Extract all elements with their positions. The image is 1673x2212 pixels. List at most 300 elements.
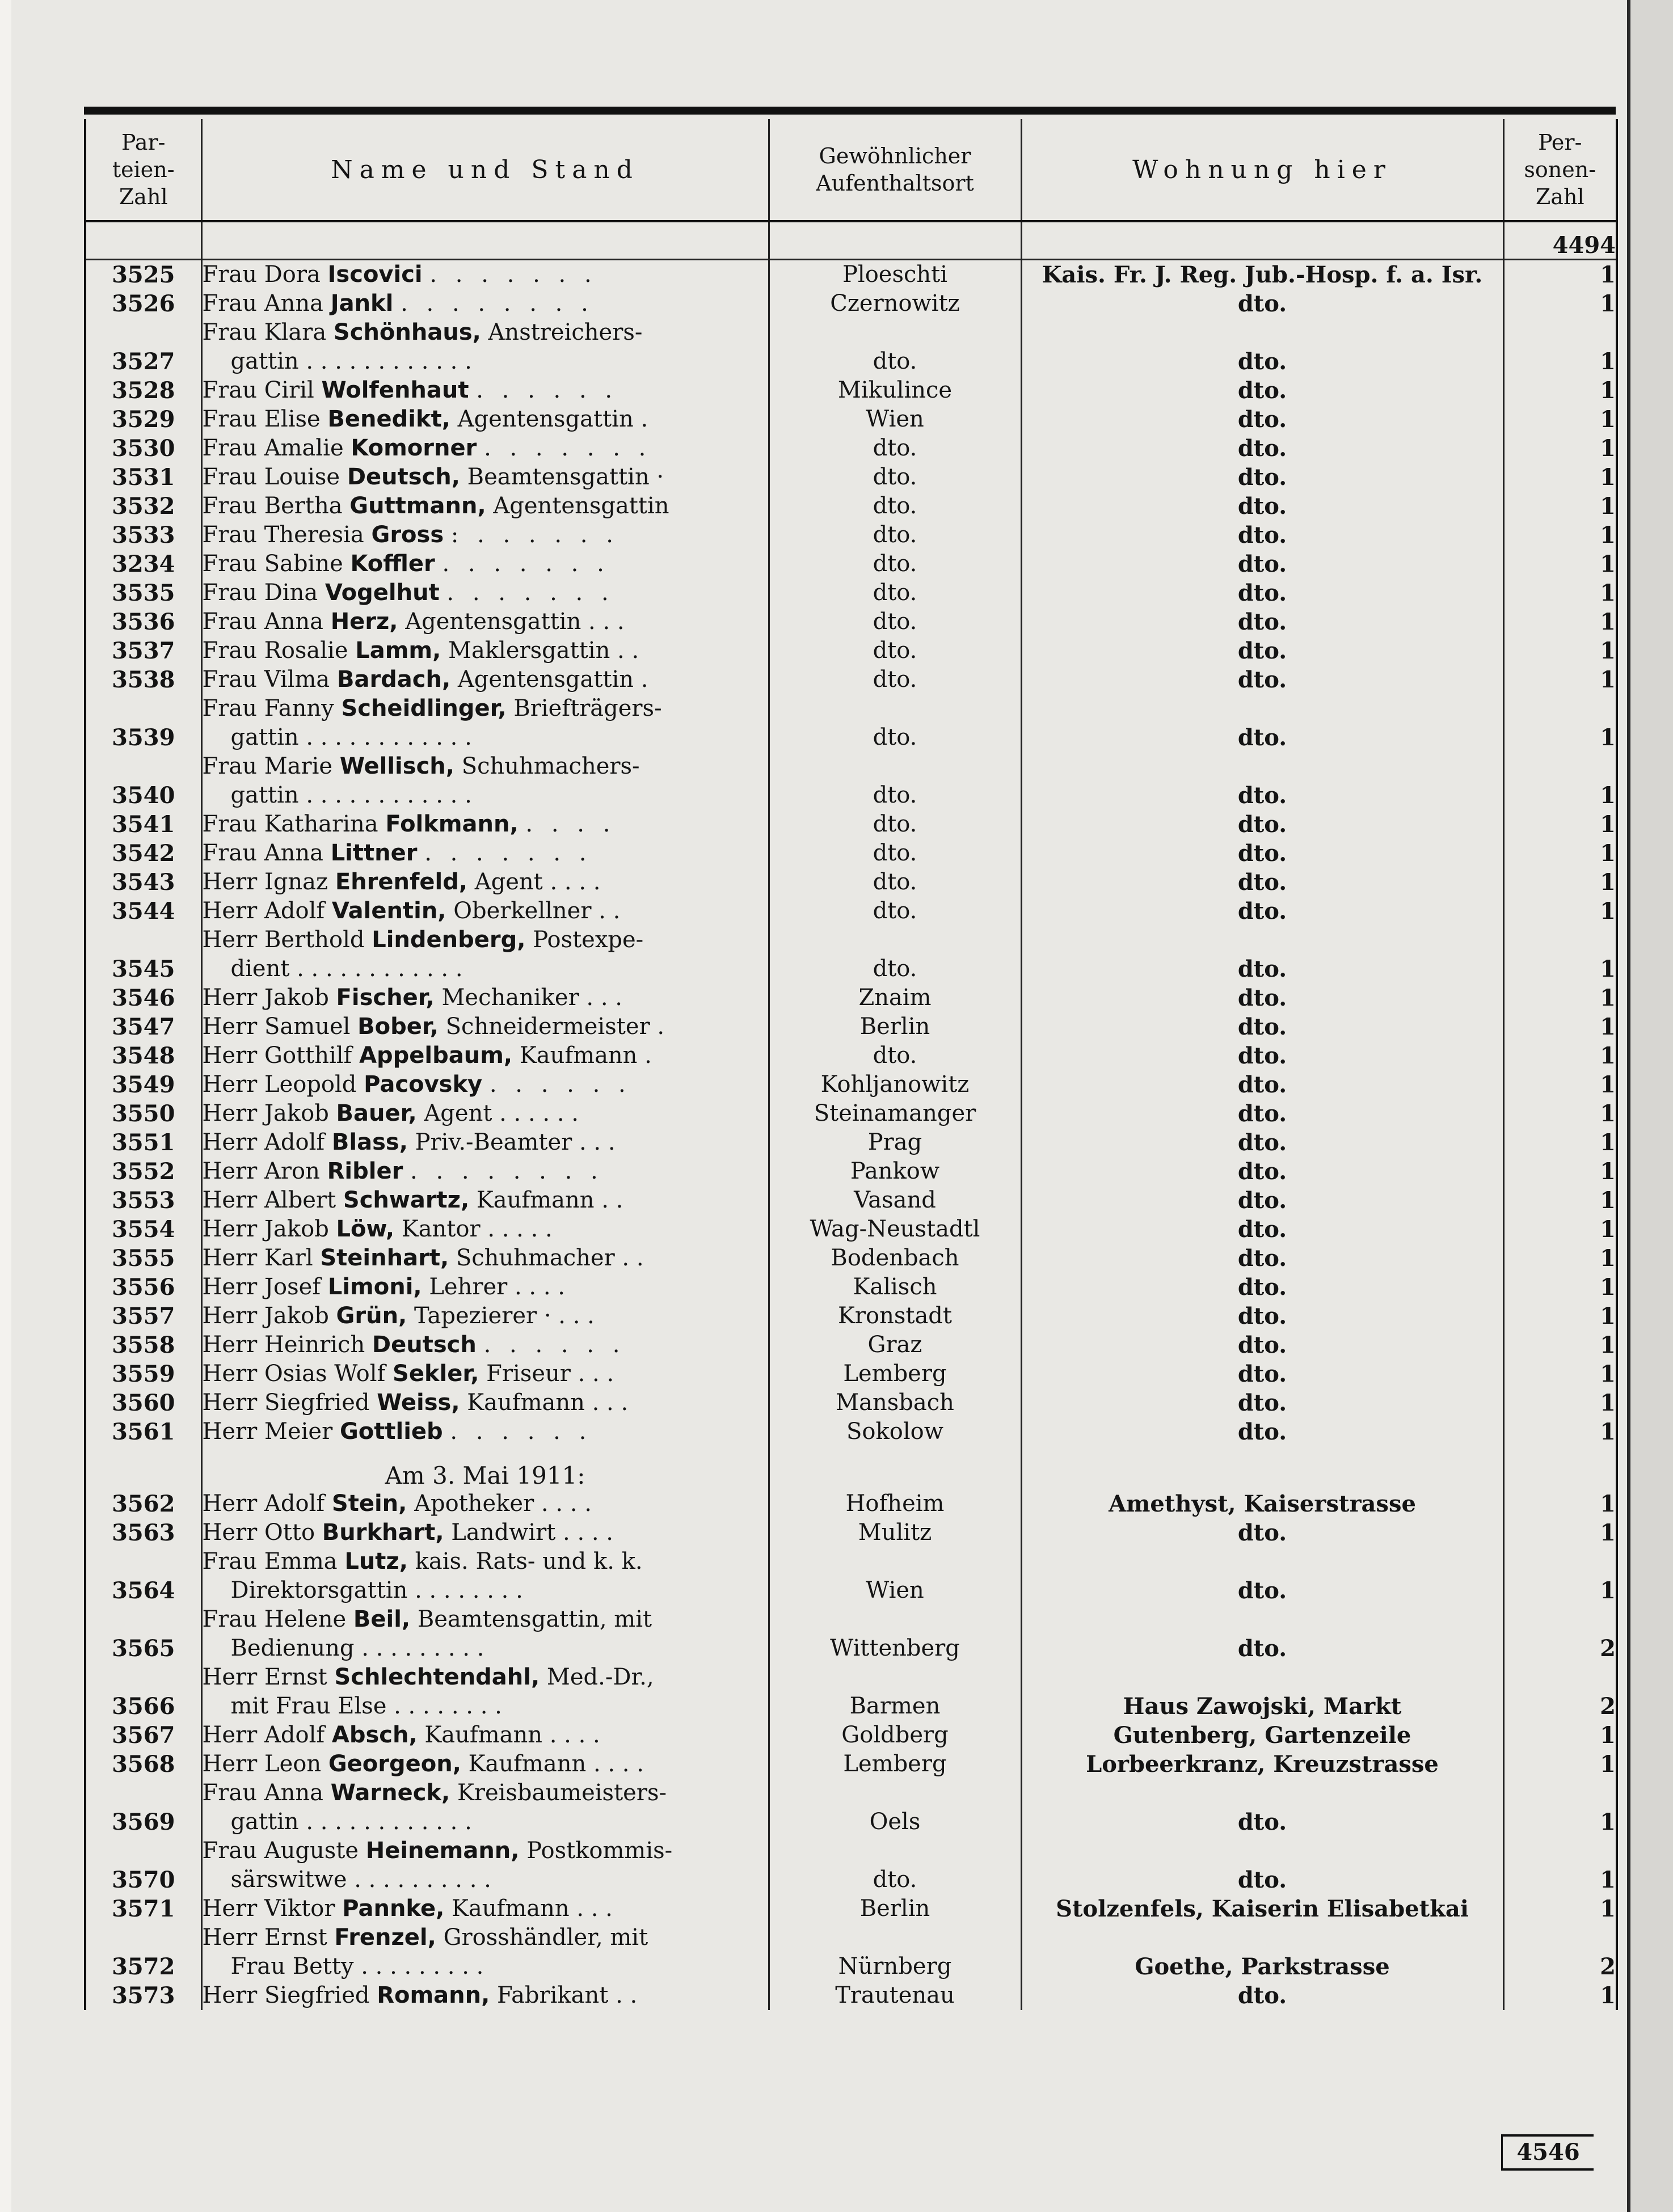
name-and-status <box>201 1215 769 1244</box>
page-margin-left <box>0 0 11 2212</box>
usual-residence: Steinamanger <box>769 1099 1021 1128</box>
header-persons: Per- sonen- Zahl <box>1503 119 1617 221</box>
title-first-name: Herr Karl <box>202 1245 313 1271</box>
title-first-name: Herr Osias Wolf <box>202 1361 386 1387</box>
person-count: 1 <box>1503 492 1617 521</box>
name-and-status <box>201 1302 769 1331</box>
name-and-status <box>201 1779 769 1837</box>
register-row <box>85 550 1617 579</box>
usual-residence: Kalisch <box>769 1273 1021 1302</box>
register-row <box>85 1779 1617 1837</box>
occupation: Agent . . . . <box>474 869 601 895</box>
surname: Limoni, <box>327 1274 422 1300</box>
surname: Folkmann, <box>385 811 519 837</box>
name-and-status <box>201 1012 769 1041</box>
title-first-name: Frau Ciril <box>202 377 314 403</box>
occupation: Mechaniker . . . <box>441 985 622 1011</box>
usual-residence: dto. <box>769 926 1021 983</box>
local-dwelling: dto. <box>1021 550 1503 579</box>
register-row <box>85 1041 1617 1070</box>
local-dwelling: dto. <box>1021 289 1503 318</box>
name-and-status <box>201 550 769 579</box>
surname: Burkhart, <box>322 1519 444 1546</box>
person-count: 1 <box>1503 579 1617 607</box>
local-dwelling: dto. <box>1021 1417 1503 1446</box>
date-heading: Am 3. Mai 1911: <box>201 1446 769 1489</box>
usual-residence: dto. <box>769 434 1021 463</box>
party-number: 3540 <box>85 752 201 810</box>
name-and-status <box>201 463 769 492</box>
register-row <box>85 1302 1617 1331</box>
name-and-status <box>201 607 769 636</box>
local-dwelling: dto. <box>1021 1388 1503 1417</box>
surname: Ribler <box>327 1158 403 1184</box>
name-and-status <box>201 810 769 839</box>
local-dwelling: Gutenberg, Gartenzeile <box>1021 1721 1503 1750</box>
person-count: 1 <box>1503 1750 1617 1779</box>
person-count: 1 <box>1503 1721 1617 1750</box>
occupation: Agent . . . . . . <box>424 1100 579 1126</box>
occupation: kais. Rats- und k. k. <box>415 1548 643 1574</box>
local-dwelling: dto. <box>1021 318 1503 376</box>
party-number: 3550 <box>85 1099 201 1128</box>
person-count: 1 <box>1503 1244 1617 1273</box>
party-number: 3535 <box>85 579 201 607</box>
party-number: 3532 <box>85 492 201 521</box>
surname: Romann, <box>377 1982 490 2008</box>
register-row <box>85 868 1617 897</box>
name-and-status <box>201 897 769 926</box>
title-first-name: Frau Helene <box>202 1606 347 1632</box>
person-count: 1 <box>1503 752 1617 810</box>
leader-dots: . . . . . . . <box>442 551 610 577</box>
surname: Lindenberg, <box>372 927 526 953</box>
title-first-name: Herr Samuel <box>202 1014 351 1040</box>
person-count: 1 <box>1503 897 1617 926</box>
person-count: 1 <box>1503 1012 1617 1041</box>
local-dwelling: dto. <box>1021 1837 1503 1894</box>
person-count: 1 <box>1503 983 1617 1012</box>
name-and-status <box>201 839 769 868</box>
register-row <box>85 579 1617 607</box>
title-first-name: Herr Meier <box>202 1419 333 1445</box>
person-count: 1 <box>1503 1894 1617 1923</box>
surname: Fischer, <box>336 985 435 1011</box>
party-number: 3525 <box>85 260 201 290</box>
occupation-continued: dient . . . . . . . . . . . . <box>230 956 463 982</box>
person-count: 1 <box>1503 810 1617 839</box>
local-dwelling: dto. <box>1021 1302 1503 1331</box>
occupation: Med.-Dr., <box>546 1664 654 1690</box>
local-dwelling: dto. <box>1021 1360 1503 1388</box>
occupation: Fabrikant . . <box>497 1982 638 2008</box>
usual-residence: dto. <box>769 839 1021 868</box>
register-row <box>85 1721 1617 1750</box>
name-and-status <box>201 1360 769 1388</box>
register-row <box>85 1244 1617 1273</box>
surname: Absch, <box>331 1722 418 1748</box>
name-and-status <box>201 1128 769 1157</box>
name-and-status <box>201 868 769 897</box>
register-row <box>85 1012 1617 1041</box>
register-row <box>85 1331 1617 1360</box>
occupation-continued: Frau Betty . . . . . . . . . <box>230 1953 484 1979</box>
name-and-status <box>201 1837 769 1894</box>
occupation: Anstreichers- <box>488 319 643 345</box>
header-origin: Gewöhnlicher Aufenthaltsort <box>769 119 1021 221</box>
party-number: 3549 <box>85 1070 201 1099</box>
occupation: Agentensgattin . <box>457 406 648 432</box>
party-number: 3526 <box>85 289 201 318</box>
local-dwelling: dto. <box>1021 839 1503 868</box>
surname: Littner <box>330 840 418 866</box>
local-dwelling: Stolzenfels, Kaiserin Elisabetkai <box>1021 1894 1503 1923</box>
usual-residence: dto. <box>769 579 1021 607</box>
surname: Deutsch, <box>347 464 460 490</box>
person-count: 1 <box>1503 260 1617 290</box>
surname: Schönhaus, <box>333 319 481 345</box>
party-number: 3530 <box>85 434 201 463</box>
person-count: 1 <box>1503 1186 1617 1215</box>
occupation: Agentensgattin . <box>457 666 648 693</box>
party-number: 3533 <box>85 521 201 550</box>
register-row <box>85 1186 1617 1215</box>
surname: Koffler <box>350 551 435 577</box>
surname: Weiss, <box>377 1390 460 1416</box>
name-and-status <box>201 1923 769 1981</box>
usual-residence: dto. <box>769 868 1021 897</box>
usual-residence: Czernowitz <box>769 289 1021 318</box>
register-row <box>85 1923 1617 1981</box>
name-and-status <box>201 579 769 607</box>
usual-residence: Kohljanowitz <box>769 1070 1021 1099</box>
person-count: 1 <box>1503 1273 1617 1302</box>
title-first-name: Frau Sabine <box>202 551 343 577</box>
party-number: 3548 <box>85 1041 201 1070</box>
party-number: 3542 <box>85 839 201 868</box>
register-row <box>85 376 1617 405</box>
register-row <box>85 1605 1617 1663</box>
party-number: 3569 <box>85 1779 201 1837</box>
usual-residence: dto. <box>769 550 1021 579</box>
usual-residence: dto. <box>769 665 1021 694</box>
name-and-status <box>201 1070 769 1099</box>
person-count: 1 <box>1503 1331 1617 1360</box>
occupation: Briefträgers- <box>513 695 662 721</box>
title-first-name: Frau Marie <box>202 753 333 779</box>
local-dwelling: Kais. Fr. J. Reg. Jub.-Hosp. f. a. Isr. <box>1021 260 1503 290</box>
leader-dots: . . . . . . . <box>484 435 652 461</box>
name-and-status <box>201 260 769 290</box>
register-row <box>85 1518 1617 1547</box>
usual-residence: Wien <box>769 405 1021 434</box>
register-row <box>85 260 1617 290</box>
surname: Schlechtendahl, <box>334 1664 540 1690</box>
person-count: 1 <box>1503 636 1617 665</box>
party-number: 3558 <box>85 1331 201 1360</box>
register-row <box>85 434 1617 463</box>
surname: Pannke, <box>342 1896 445 1922</box>
usual-residence: Kronstadt <box>769 1302 1021 1331</box>
name-and-status <box>201 318 769 376</box>
usual-residence: Hofheim <box>769 1489 1021 1518</box>
name-and-status <box>201 1186 769 1215</box>
register-row <box>85 1663 1617 1721</box>
local-dwelling: dto. <box>1021 1186 1503 1215</box>
surname: Sekler, <box>393 1361 479 1387</box>
party-number: 3555 <box>85 1244 201 1273</box>
page-total: 4546 <box>1501 2134 1594 2171</box>
occupation: Kaufmann . <box>519 1042 652 1069</box>
surname: Frenzel, <box>334 1924 436 1951</box>
name-and-status <box>201 1244 769 1273</box>
title-first-name: Frau Katharina <box>202 811 378 837</box>
register-row <box>85 1750 1617 1779</box>
local-dwelling: dto. <box>1021 1273 1503 1302</box>
usual-residence: Mikulince <box>769 376 1021 405</box>
local-dwelling: dto. <box>1021 694 1503 752</box>
leader-dots: . . . . . . <box>450 1419 592 1445</box>
party-number: 3562 <box>85 1489 201 1518</box>
title-first-name: Herr Leopold <box>202 1071 357 1097</box>
party-number: 3571 <box>85 1894 201 1923</box>
usual-residence: Vasand <box>769 1186 1021 1215</box>
usual-residence: Sokolow <box>769 1417 1021 1446</box>
person-count: 1 <box>1503 1070 1617 1099</box>
usual-residence: Wien <box>769 1547 1021 1605</box>
occupation: Tapezierer · . . . <box>414 1303 595 1329</box>
usual-residence: Wittenberg <box>769 1605 1021 1663</box>
local-dwelling: dto. <box>1021 752 1503 810</box>
title-first-name: Frau Dora <box>202 261 321 288</box>
name-and-status <box>201 289 769 318</box>
person-count: 1 <box>1503 405 1617 434</box>
title-first-name: Frau Emma <box>202 1548 338 1574</box>
top-rule <box>84 107 1616 115</box>
occupation-continued: Direktorsgattin . . . . . . . . <box>230 1577 523 1603</box>
name-and-status <box>201 1750 769 1779</box>
name-and-status <box>201 1547 769 1605</box>
local-dwelling: dto. <box>1021 1779 1503 1837</box>
local-dwelling: dto. <box>1021 810 1503 839</box>
surname: Pacovsky <box>364 1071 483 1097</box>
title-first-name: Herr Adolf <box>202 1491 325 1517</box>
usual-residence: Bodenbach <box>769 1244 1021 1273</box>
register-row <box>85 1837 1617 1894</box>
occupation-continued: särswitwe . . . . . . . . . . <box>230 1867 491 1893</box>
local-dwelling: Lorbeerkranz, Kreuzstrasse <box>1021 1750 1503 1779</box>
register-row <box>85 983 1617 1012</box>
occupation: Oberkellner . . <box>453 898 621 924</box>
title-first-name: Frau Anna <box>202 609 323 635</box>
usual-residence: dto. <box>769 521 1021 550</box>
usual-residence: Mulitz <box>769 1518 1021 1547</box>
person-count: 1 <box>1503 1981 1617 2010</box>
name-and-status <box>201 1605 769 1663</box>
usual-residence: dto. <box>769 492 1021 521</box>
occupation: Lehrer . . . . <box>429 1274 565 1300</box>
title-first-name: Frau Anna <box>202 290 323 316</box>
usual-residence: Trautenau <box>769 1981 1021 2010</box>
usual-residence: Goldberg <box>769 1721 1021 1750</box>
title-first-name: Frau Anna <box>202 840 323 866</box>
local-dwelling: dto. <box>1021 636 1503 665</box>
occupation: Grosshändler, mit <box>443 1924 648 1951</box>
surname: Deutsch <box>372 1332 477 1358</box>
name-and-status <box>201 492 769 521</box>
usual-residence: Mansbach <box>769 1388 1021 1417</box>
surname: Herz, <box>330 609 398 635</box>
name-and-status <box>201 376 769 405</box>
occupation: Kaufmann . . <box>476 1187 623 1213</box>
person-count: 1 <box>1503 1518 1617 1547</box>
occupation: Kaufmann . . . <box>467 1390 629 1416</box>
party-number: 3572 <box>85 1923 201 1981</box>
local-dwelling: dto. <box>1021 1518 1503 1547</box>
usual-residence: dto. <box>769 694 1021 752</box>
register-table <box>84 119 1618 2010</box>
title-first-name: Herr Adolf <box>202 1129 325 1155</box>
name-and-status <box>201 1894 769 1923</box>
local-dwelling: dto. <box>1021 665 1503 694</box>
local-dwelling: dto. <box>1021 463 1503 492</box>
register-row <box>85 1981 1617 2010</box>
occupation: Kaufmann . . . . <box>468 1751 644 1777</box>
title-first-name: Herr Jakob <box>202 1303 329 1329</box>
occupation: Postkommis- <box>526 1838 673 1864</box>
usual-residence: Lemberg <box>769 1750 1021 1779</box>
usual-residence: Znaim <box>769 983 1021 1012</box>
title-first-name: Frau Bertha <box>202 493 343 519</box>
party-number: 3563 <box>85 1518 201 1547</box>
surname: Bauer, <box>336 1100 417 1126</box>
local-dwelling: dto. <box>1021 1041 1503 1070</box>
party-number: 3527 <box>85 318 201 376</box>
party-number: 3552 <box>85 1157 201 1186</box>
party-number: 3554 <box>85 1215 201 1244</box>
register-row <box>85 405 1617 434</box>
local-dwelling: dto. <box>1021 405 1503 434</box>
usual-residence: Lemberg <box>769 1360 1021 1388</box>
register-row <box>85 1894 1617 1923</box>
date-heading-row <box>85 1446 1617 1489</box>
register-row <box>85 839 1617 868</box>
party-number: 3573 <box>85 1981 201 2010</box>
register-row <box>85 1360 1617 1388</box>
register-row <box>85 1273 1617 1302</box>
occupation: Kaufmann . . . . <box>424 1722 600 1748</box>
surname: Gottlieb <box>339 1419 443 1445</box>
register-row <box>85 752 1617 810</box>
surname: Iscovici <box>327 261 423 288</box>
person-count: 2 <box>1503 1923 1617 1981</box>
person-count: 1 <box>1503 926 1617 983</box>
party-number: 3538 <box>85 665 201 694</box>
occupation-continued: gattin . . . . . . . . . . . . <box>230 782 472 808</box>
party-number: 3537 <box>85 636 201 665</box>
occupation: Maklersgattin . . <box>448 638 639 664</box>
occupation: Priv.-Beamter . . . <box>415 1129 616 1155</box>
register-row <box>85 492 1617 521</box>
name-and-status <box>201 1663 769 1721</box>
person-count: 2 <box>1503 1605 1617 1663</box>
register-row <box>85 897 1617 926</box>
register-row <box>85 1388 1617 1417</box>
name-and-status <box>201 405 769 434</box>
carried-total-row <box>85 221 1617 260</box>
party-number: 3570 <box>85 1837 201 1894</box>
title-first-name: Herr Otto <box>202 1519 315 1546</box>
title-first-name: Herr Viktor <box>202 1896 335 1922</box>
name-and-status <box>201 1721 769 1750</box>
title-first-name: Frau Anna <box>202 1780 323 1806</box>
usual-residence: Pankow <box>769 1157 1021 1186</box>
title-first-name: Frau Dina <box>202 580 318 606</box>
register-row <box>85 926 1617 983</box>
person-count: 1 <box>1503 1099 1617 1128</box>
title-first-name: Frau Vilma <box>202 666 330 693</box>
local-dwelling: Goethe, Parkstrasse <box>1021 1923 1503 1981</box>
guest-register <box>84 107 1616 2165</box>
local-dwelling: dto. <box>1021 1157 1503 1186</box>
party-number: 3541 <box>85 810 201 839</box>
party-number: 3557 <box>85 1302 201 1331</box>
usual-residence: Berlin <box>769 1012 1021 1041</box>
register-row <box>85 521 1617 550</box>
leader-dots: . . . . . . . . <box>410 1158 604 1184</box>
usual-residence: dto. <box>769 897 1021 926</box>
party-number: 3561 <box>85 1417 201 1446</box>
party-number: 3560 <box>85 1388 201 1417</box>
surname: Lutz, <box>344 1548 408 1574</box>
title-first-name: Herr Ernst <box>202 1664 327 1690</box>
local-dwelling: dto. <box>1021 1244 1503 1273</box>
person-count: 1 <box>1503 550 1617 579</box>
surname: Bardach, <box>336 666 451 693</box>
register-row <box>85 694 1617 752</box>
local-dwelling: dto. <box>1021 607 1503 636</box>
leader-dots: : . . . . . . <box>450 522 619 548</box>
party-number: 3528 <box>85 376 201 405</box>
local-dwelling: dto. <box>1021 868 1503 897</box>
person-count: 1 <box>1503 434 1617 463</box>
register-row <box>85 318 1617 376</box>
occupation: Kaufmann . . . <box>452 1896 613 1922</box>
party-number: 3543 <box>85 868 201 897</box>
usual-residence: Nürnberg <box>769 1923 1021 1981</box>
occupation: Agentensgattin <box>493 493 669 519</box>
person-count: 1 <box>1503 1360 1617 1388</box>
header-row <box>85 119 1617 221</box>
occupation-continued: Bedienung . . . . . . . . . <box>230 1635 484 1661</box>
register-row <box>85 463 1617 492</box>
leader-dots: . . . . . . . . <box>401 290 594 316</box>
title-first-name: Herr Siegfried <box>202 1982 370 2008</box>
title-first-name: Herr Aron <box>202 1158 320 1184</box>
title-first-name: Herr Jakob <box>202 1100 329 1126</box>
party-number: 3567 <box>85 1721 201 1750</box>
local-dwelling: Amethyst, Kaiserstrasse <box>1021 1489 1503 1518</box>
surname: Wolfenhaut <box>321 377 469 403</box>
person-count: 1 <box>1503 289 1617 318</box>
name-and-status <box>201 1099 769 1128</box>
occupation: Kreisbaumeisters- <box>457 1780 667 1806</box>
local-dwelling: dto. <box>1021 579 1503 607</box>
local-dwelling: dto. <box>1021 983 1503 1012</box>
party-number: 3547 <box>85 1012 201 1041</box>
local-dwelling: dto. <box>1021 1012 1503 1041</box>
surname: Georgeon, <box>328 1751 461 1777</box>
